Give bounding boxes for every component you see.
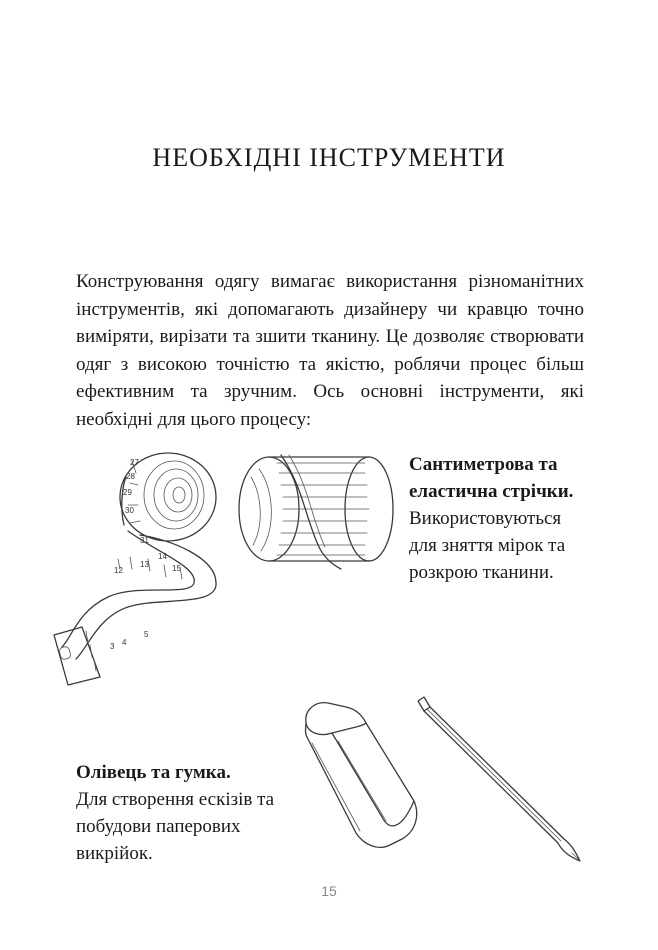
measuring-tape-illustration: [48, 447, 228, 687]
pencil-caption-text: Для створення ескізів та побудови паперових викрійок.: [76, 789, 275, 864]
tape-mark: 27: [130, 458, 139, 467]
tape-mark: 5: [144, 630, 149, 639]
page-title: НЕОБХІДНІ ІНСТРУМЕНТИ: [152, 143, 506, 173]
tape-caption-heading: Сантиметрова та еластична стрічки.: [409, 454, 574, 502]
tape-mark: 29: [123, 488, 132, 497]
tape-mark: 14: [158, 552, 167, 561]
tape-mark: 30: [125, 506, 134, 515]
tape-mark: 3: [110, 642, 115, 651]
pencil-illustration: [412, 693, 592, 868]
tape-caption-text: Використовуються для зняття мірок та розкрою тканини.: [409, 508, 566, 583]
tape-mark: 15: [172, 564, 181, 573]
pencil-caption-heading: Олівець та гумка.: [76, 762, 231, 783]
tape-mark: 31: [140, 536, 149, 545]
pencil-caption: [76, 759, 286, 867]
tape-mark: 28: [126, 472, 135, 481]
eraser-illustration: [298, 693, 420, 853]
intro-paragraph: Конструювання одягу вимагає використання різноманітних інструментів, які допомагають дизайнеру чи кравцю точно виміряти, вирізати та зшити тканину. Це дозволяє створювати одяг з високою точністю та якістю, роблячи процес більш ефективним та зручним. Ось основні інструменти, які необхідні для цього процесу:: [76, 271, 584, 430]
tape-mark: 4: [122, 638, 127, 647]
tape-mark: 12: [114, 566, 123, 575]
elastic-band-illustration: [233, 447, 398, 577]
tape-mark: 13: [140, 560, 149, 569]
page-number: 15: [321, 883, 337, 899]
tape-caption: [409, 451, 589, 586]
